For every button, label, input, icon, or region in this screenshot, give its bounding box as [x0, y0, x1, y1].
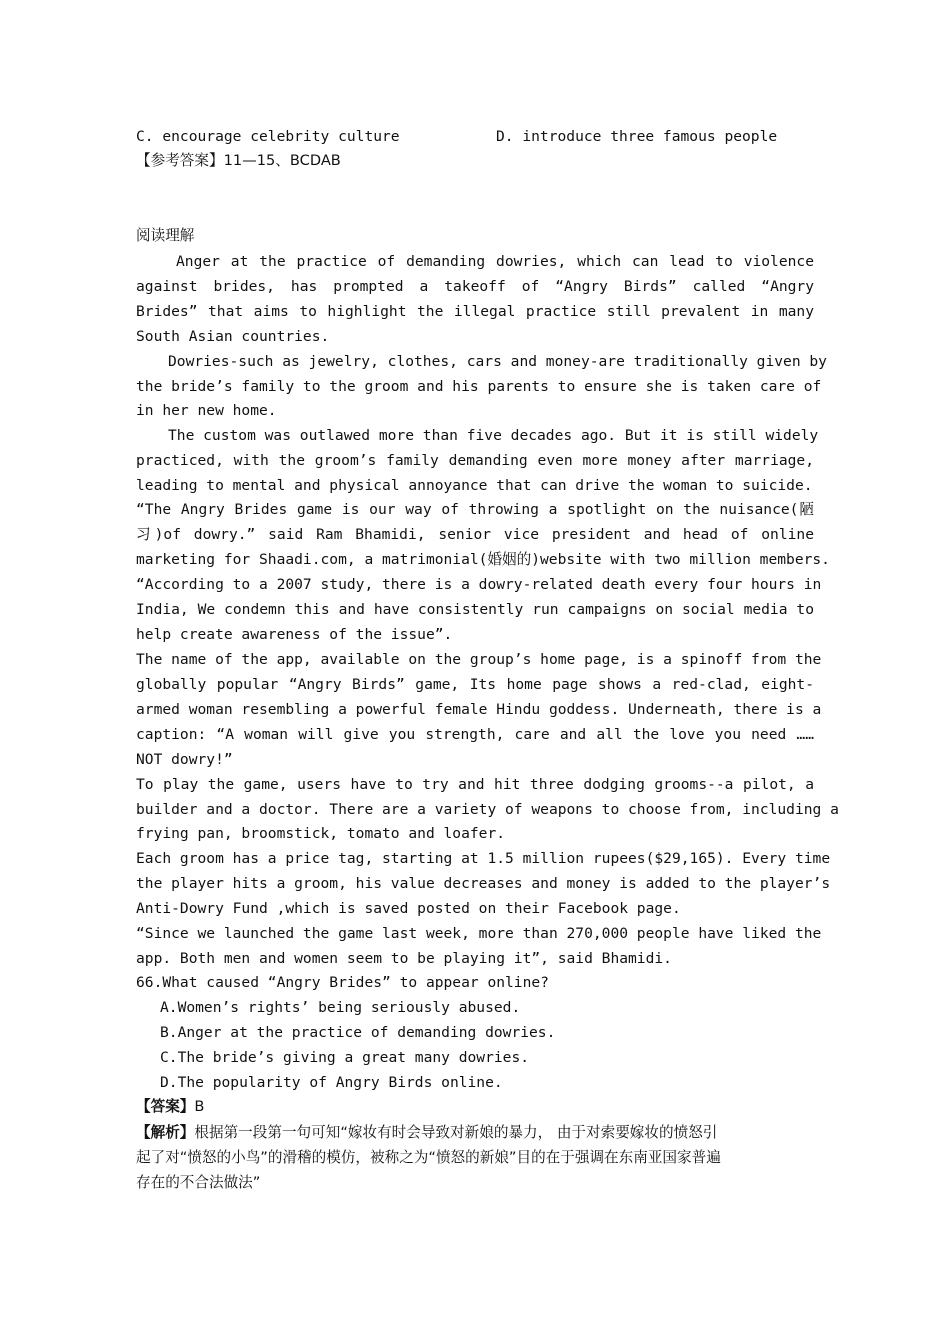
passage-line: India, We condemn this and have consistently run campaigns on social media to: [136, 601, 814, 618]
passage-line: Anti-Dowry Fund ,which is saved posted on their Facebook page.: [136, 900, 681, 917]
answer-line: [136, 1097, 814, 1117]
passage-line: The name of the app, available on the group’s home page, is a spinoff from the: [136, 651, 822, 668]
passage-line: Anger at the practice of demanding dowries, which can lead to violence: [176, 253, 814, 270]
passage-line: “The Angry Brides game is our way of throwing a spotlight on the nuisance(陋: [136, 501, 814, 518]
passage-line: Dowries-such as jewelry, clothes, cars and money-are traditionally given by: [168, 353, 827, 370]
passage-line: Brides” that aims to highlight the illegal practice still prevalent in many: [136, 303, 814, 320]
passage-line: app. Both men and women seem to be playing it”, said Bhamidi.: [136, 950, 672, 967]
passage-line: NOT dowry!”: [136, 751, 233, 768]
passage-line: To play the game, users have to try and hit three dodging grooms--a pilot, a: [136, 776, 814, 793]
question-option-b: B.Anger at the practice of demanding dowries.: [160, 1024, 556, 1041]
passage-line: practiced, with the groom’s family demanding even more money after marriage,: [136, 452, 814, 469]
passage-line: “Since we launched the game last week, more than 270,000 people have liked the: [136, 925, 822, 942]
question-option-c: C.The bride’s giving a great many dowries.: [160, 1049, 530, 1066]
passage-line: The custom was outlawed more than five decades ago. But it is still widely: [168, 427, 819, 444]
analysis-line: 存在的不合法做法”: [136, 1174, 261, 1191]
question-stem: 66.What caused “Angry Brides” to appear online?: [136, 974, 549, 991]
passage-line: the player hits a groom, his value decreases and money is added to the player’s: [136, 875, 831, 892]
passage-line: Each groom has a price tag, starting at 1.5 million rupees($29,165). Every time: [136, 850, 831, 867]
question-option-d: D.The popularity of Angry Birds online.: [160, 1074, 503, 1091]
prev-option-d: D. introduce three famous people: [496, 128, 778, 145]
passage-line: help create awareness of the issue”.: [136, 626, 453, 643]
analysis-text: 根据第一段第一句可知“嫁妆有时会导致对新娘的暴力， 由于对索要嫁妆的愤怒引: [194, 1124, 718, 1141]
passage-line: caption: “A woman will give you strength, care and all the love you need ……: [136, 726, 814, 743]
analysis-label: 【解析】: [136, 1124, 195, 1141]
section-title: 阅读理解: [136, 227, 195, 244]
analysis-line: [136, 1123, 814, 1143]
passage-line: builder and a doctor. There are a variety of weapons to choose from, including a: [136, 801, 839, 818]
passage-line: “According to a 2007 study, there is a dowry-related death every four hours in: [136, 576, 822, 593]
prev-option-c: C. encourage celebrity culture: [136, 128, 400, 145]
passage-line: in her new home.: [136, 402, 277, 419]
answer-label: 【答案】: [136, 1098, 195, 1115]
passage-line: leading to mental and physical annoyance that can drive the woman to suicide.: [136, 477, 813, 494]
analysis-line: 起了对“愤怒的小鸟”的滑稽的模仿，被称之为“愤怒的新娘”目的在于强调在东南亚国家普遍: [136, 1149, 721, 1166]
passage-line: globally popular “Angry Birds” game, Its home page shows a red-clad, eight-: [136, 676, 814, 693]
question-option-a: A.Women’s rights’ being seriously abused.: [160, 999, 521, 1016]
reference-answer: 【参考答案】11—15、BCDAB: [136, 152, 341, 169]
passage-line: the bride’s family to the groom and his parents to ensure she is taken care of: [136, 378, 822, 395]
passage-line: against brides, has prompted a takeoff of “Angry Birds” called “Angry: [136, 278, 814, 295]
passage-line: armed woman resembling a powerful female Hindu goddess. Underneath, there is a: [136, 701, 822, 718]
passage-line: 习)of dowry.” said Ram Bhamidi, senior vice president and head of online: [136, 526, 814, 543]
passage-line: frying pan, broomstick, tomato and loafer.: [136, 825, 506, 842]
passage-line: South Asian countries.: [136, 328, 330, 345]
passage-line: marketing for Shaadi.com, a matrimonial(婚姻的)website with two million members.: [136, 551, 830, 568]
answer-value: B: [194, 1098, 205, 1115]
